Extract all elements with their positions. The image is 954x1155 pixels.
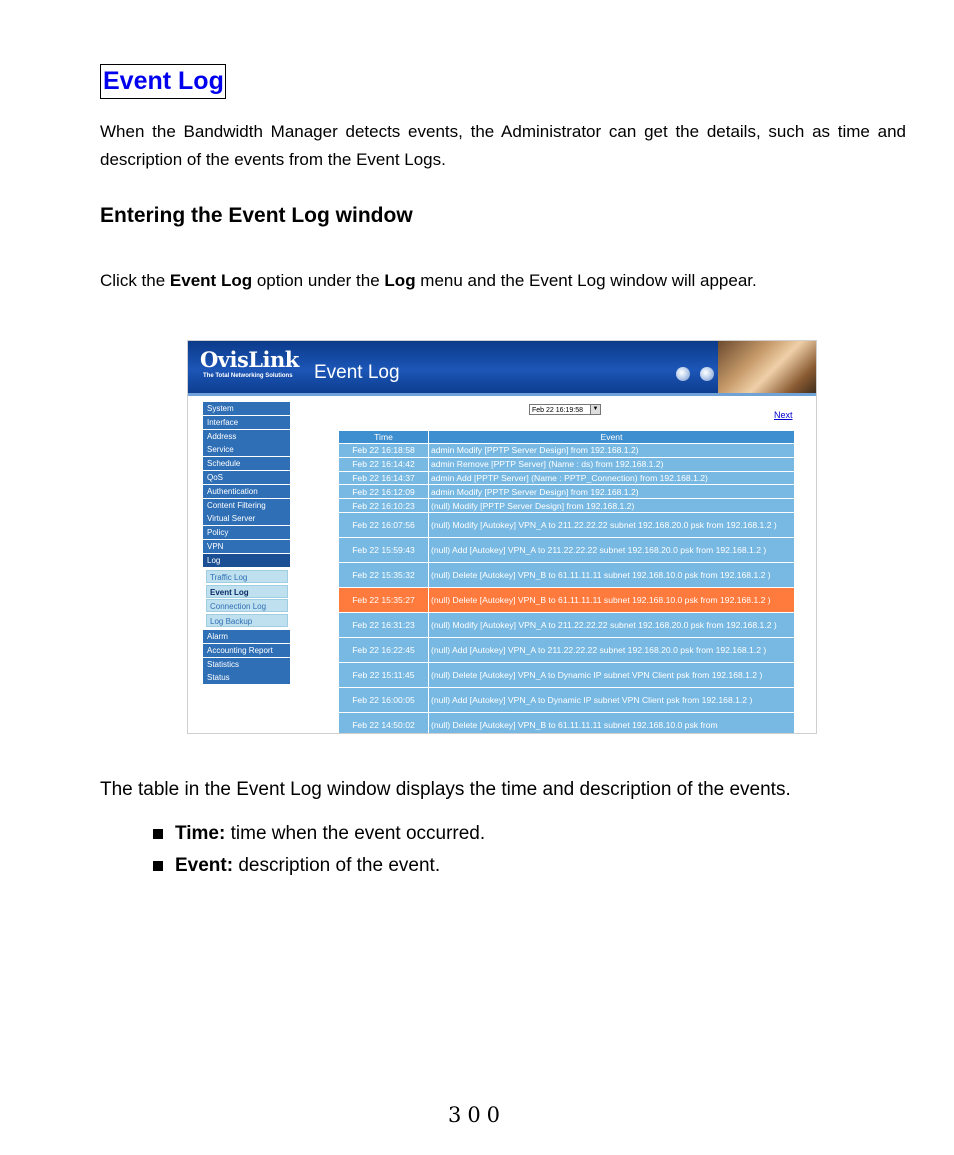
banner <box>188 341 817 393</box>
globe-icon <box>700 367 714 381</box>
time-cell: Feb 22 16:10:23 <box>339 499 428 512</box>
sidebar-item-policy[interactable]: Policy <box>203 526 290 539</box>
table-row <box>339 444 794 457</box>
time-cell: Feb 22 15:35:32 <box>339 563 428 587</box>
sidebar-item-log[interactable]: Log <box>203 554 290 567</box>
date-select-value: Feb 22 16:19:58 <box>532 407 583 414</box>
event-cell: (null) Delete [Autokey] VPN_B to 61.11.11.11 subnet 192.168.10.0 psk from 192.168.1.2 ) <box>429 588 794 612</box>
instruction-text-3: menu and the Event Log window will appear. <box>415 271 757 290</box>
globe-icon <box>676 367 690 381</box>
page-title: Event Log <box>100 64 226 99</box>
event-cell: admin Add [PPTP Server] (Name : PPTP_Connection) from 192.168.1.2) <box>429 472 794 485</box>
page-number: 300 <box>447 1103 507 1127</box>
table-row <box>339 485 794 498</box>
table-row <box>339 538 794 562</box>
bullet-desc: time when the event occurred. <box>225 823 486 844</box>
instruction-text-1: Click the <box>100 271 170 290</box>
bullet-event <box>153 855 440 877</box>
table-row <box>339 458 794 471</box>
event-cell: (null) Add [Autokey] VPN_A to 211.22.22.22 subnet 192.168.20.0 psk from 192.168.1.2 ) <box>429 538 794 562</box>
bullet-time <box>153 823 485 845</box>
sidebar-item-qos[interactable]: QoS <box>203 471 290 484</box>
time-cell: Feb 22 16:14:42 <box>339 458 428 471</box>
time-cell: Feb 22 16:07:56 <box>339 513 428 537</box>
time-cell: Feb 22 16:14:37 <box>339 472 428 485</box>
instruction-paragraph <box>100 271 757 291</box>
sidebar-item-alarm[interactable]: Alarm <box>203 630 290 643</box>
table-row <box>339 688 794 712</box>
square-bullet-icon <box>153 861 163 871</box>
time-cell: Feb 22 16:22:45 <box>339 638 428 662</box>
event-log-screenshot <box>187 340 817 734</box>
event-cell: (null) Modify [Autokey] VPN_A to 211.22.22.22 subnet 192.168.20.0 psk from 192.168.1.2 ) <box>429 513 794 537</box>
chevron-down-icon[interactable]: ▼ <box>590 405 600 414</box>
time-column-header: Time <box>339 431 428 443</box>
instruction-bold-log: Log <box>384 271 416 290</box>
event-cell: admin Modify [PPTP Server Design] from 192.168.1.2) <box>429 485 794 498</box>
table-row <box>339 588 794 612</box>
table-row <box>339 563 794 587</box>
sidebar-item-service[interactable]: Service <box>203 443 290 456</box>
submenu-item-traffic-log[interactable]: Traffic Log <box>206 570 288 583</box>
event-cell: (null) Delete [Autokey] VPN_A to Dynamic IP subnet VPN Client psk from 192.168.1.2 ) <box>429 663 794 687</box>
event-column-header: Event <box>429 431 794 443</box>
submenu-item-connection-log[interactable]: Connection Log <box>206 599 288 612</box>
bullet-desc: description of the event. <box>233 855 441 876</box>
table-row <box>339 472 794 485</box>
logo: OvisLink <box>200 347 299 372</box>
banner-rule <box>188 393 817 396</box>
time-cell: Feb 22 16:31:23 <box>339 613 428 637</box>
event-cell: (null) Modify [PPTP Server Design] from 192.168.1.2) <box>429 499 794 512</box>
table-row <box>339 513 794 537</box>
table-row <box>339 613 794 637</box>
date-select[interactable] <box>529 404 601 415</box>
time-cell: Feb 22 16:12:09 <box>339 485 428 498</box>
event-cell: admin Modify [PPTP Server Design] from 192.168.1.2) <box>429 444 794 457</box>
time-cell: Feb 22 15:11:45 <box>339 663 428 687</box>
event-log-table <box>338 430 795 734</box>
event-cell: (null) Add [Autokey] VPN_A to Dynamic IP subnet VPN Client psk from 192.168.1.2 ) <box>429 688 794 712</box>
event-cell: (null) Add [Autokey] VPN_A to 211.22.22.22 subnet 192.168.20.0 psk from 192.168.1.2 ) <box>429 638 794 662</box>
event-cell: (null) Delete [Autokey] VPN_B to 61.11.11.11 subnet 192.168.10.0 psk from 192.168.1.2 ) <box>429 563 794 587</box>
sidebar-item-authentication[interactable]: Authentication <box>203 485 290 498</box>
event-cell: (null) Delete [Autokey] VPN_B to 61.11.11.11 subnet 192.168.10.0 psk from <box>429 713 794 734</box>
logo-tagline: The Total Networking Solutions <box>203 373 293 379</box>
table-row <box>339 713 794 734</box>
time-cell: Feb 22 15:59:43 <box>339 538 428 562</box>
instruction-bold-event-log: Event Log <box>169 271 253 290</box>
sidebar-item-vpn[interactable]: VPN <box>203 540 290 553</box>
sidebar-item-system[interactable]: System <box>203 402 290 415</box>
sidebar-item-virtual-server[interactable]: Virtual Server <box>203 512 290 525</box>
body-paragraph: The table in the Event Log window displays the time and description of the events. <box>100 779 791 800</box>
intro-paragraph: When the Bandwidth Manager detects events, the Administrator can get the details, such as time and description of the events from the Event Logs. <box>100 122 906 169</box>
sidebar-item-interface[interactable]: Interface <box>203 416 290 429</box>
window-title: Event Log <box>314 362 400 383</box>
sidebar-item-status[interactable]: Status <box>203 671 290 684</box>
instruction-text-2: option under the <box>252 271 385 290</box>
table-row <box>339 663 794 687</box>
banner-photo <box>718 341 817 393</box>
submenu-item-event-log[interactable]: Event Log <box>206 585 288 598</box>
sidebar-item-address[interactable]: Address <box>203 430 290 443</box>
square-bullet-icon <box>153 829 163 839</box>
time-cell: Feb 22 16:00:05 <box>339 688 428 712</box>
sidebar-item-accounting-report[interactable]: Accounting Report <box>203 644 290 657</box>
sidebar-item-schedule[interactable]: Schedule <box>203 457 290 470</box>
bullet-term: Event: <box>175 855 234 876</box>
next-link[interactable]: Next <box>774 410 793 420</box>
bullet-term: Time: <box>175 823 226 844</box>
section-subheading: Entering the Event Log window <box>100 204 413 227</box>
table-row <box>339 638 794 662</box>
event-cell: (null) Modify [Autokey] VPN_A to 211.22.22.22 subnet 192.168.20.0 psk from 192.168.1.2 ) <box>429 613 794 637</box>
sidebar-item-statistics[interactable]: Statistics <box>203 658 290 671</box>
sidebar-item-content-filtering[interactable]: Content Filtering <box>203 499 290 512</box>
event-cell: admin Remove [PPTP Server] (Name : ds) from 192.168.1.2) <box>429 458 794 471</box>
submenu-item-log-backup[interactable]: Log Backup <box>206 614 288 627</box>
time-cell: Feb 22 15:35:27 <box>339 588 428 612</box>
time-cell: Feb 22 16:18:58 <box>339 444 428 457</box>
time-cell: Feb 22 14:50:02 <box>339 713 428 734</box>
table-row <box>339 499 794 512</box>
